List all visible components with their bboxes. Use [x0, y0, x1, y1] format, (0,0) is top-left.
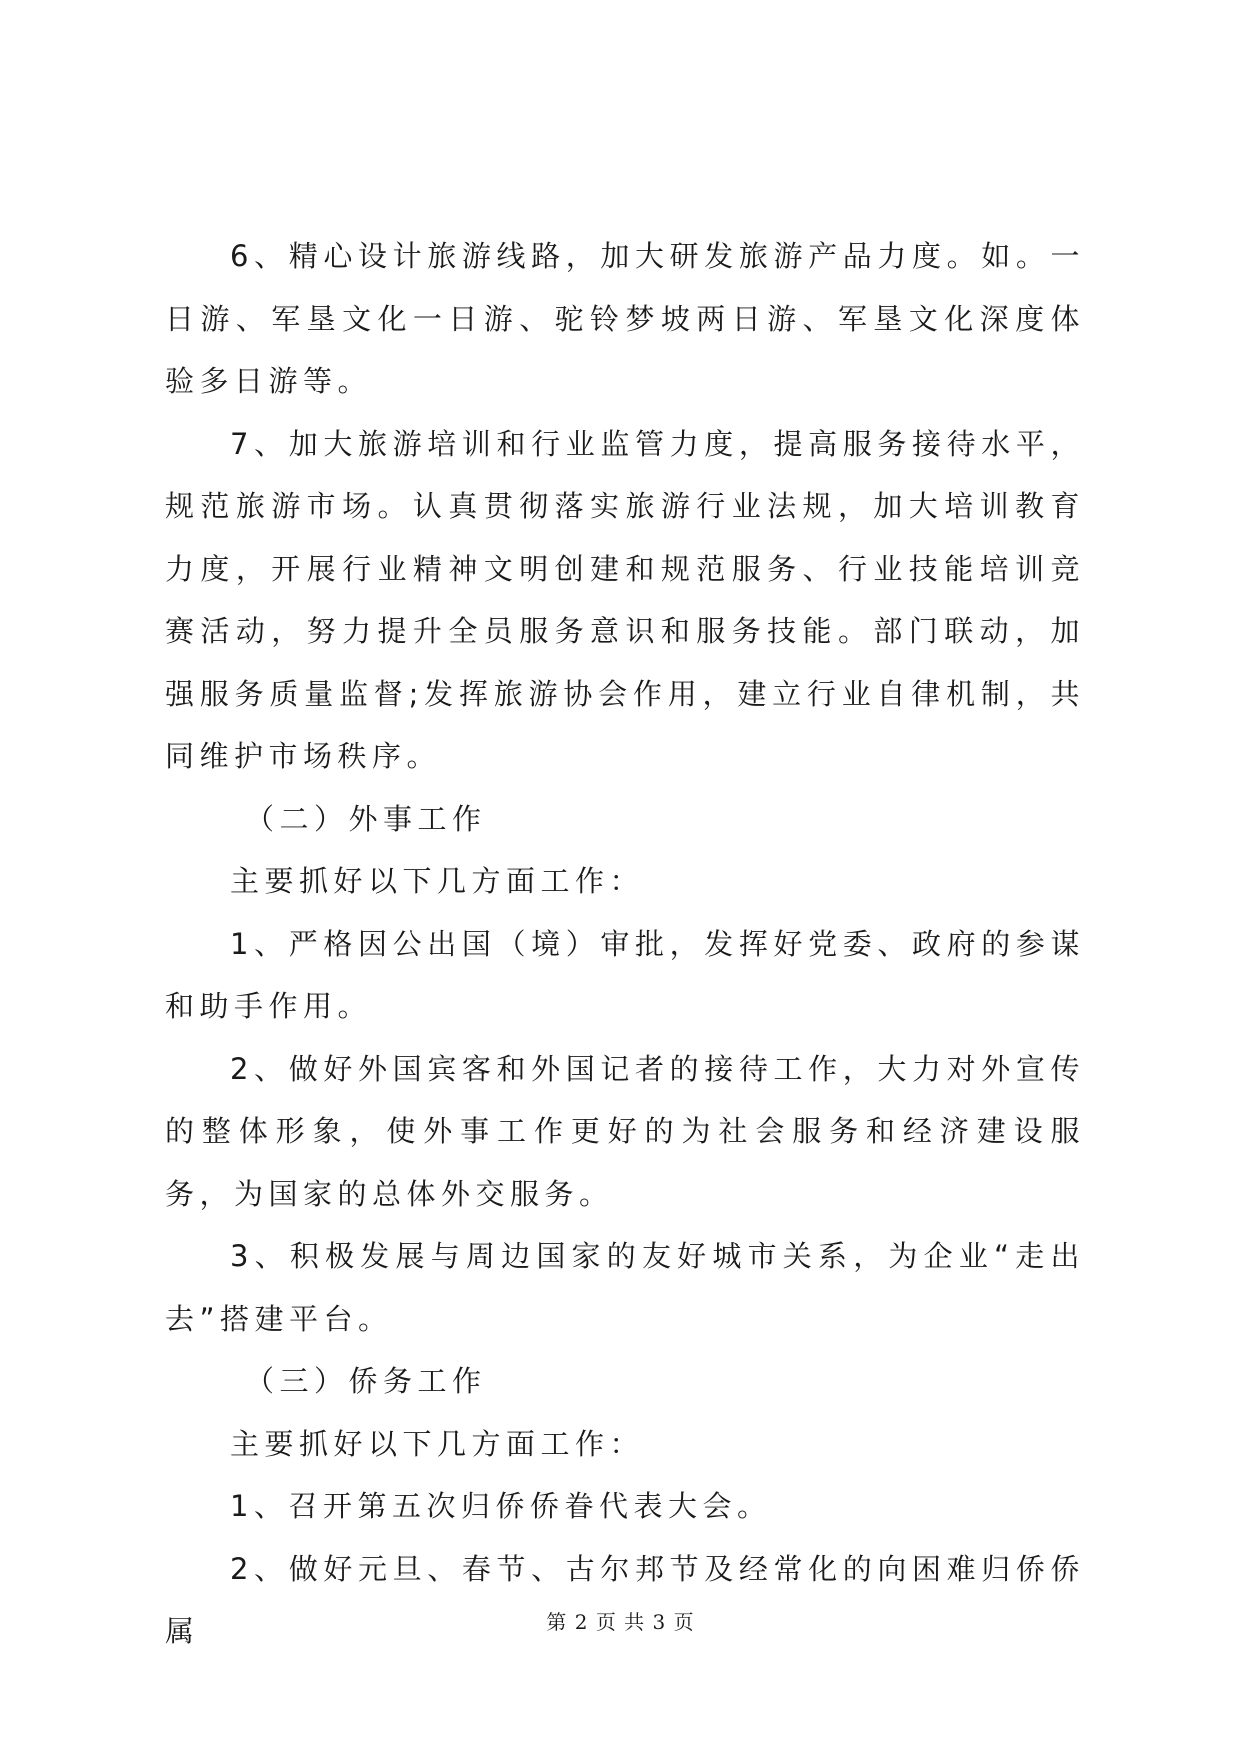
paragraph-overseas-item-2: 2、做好元旦、春节、古尔邦节及经常化的向困难归侨侨属 [165, 1551, 1085, 1648]
section-heading-overseas-chinese: （三）侨务工作 [245, 1364, 487, 1398]
page-number-footer: 第 2 页 共 3 页 [546, 1610, 695, 1634]
paragraph-main-tasks-overseas: 主要抓好以下几方面工作： [230, 1426, 645, 1461]
paragraph-overseas-item-1: 1、召开第五次归侨侨眷代表大会。 [230, 1489, 772, 1523]
paragraph-main-tasks-foreign: 主要抓好以下几方面工作： [230, 864, 645, 898]
paragraph-item-6: 6、精心设计旅游线路，加大研发旅游产品力度。如。一日游、军垦文化一日游、驼铃梦坡两日游、军垦文化深度体验多日游等。 [165, 239, 1085, 398]
document-body [165, 225, 1085, 1663]
paragraph-foreign-item-2: 2、做好外国宾客和外国记者的接待工作，大力对外宣传的整体形象，使外事工作更好的为社会服务和经济建设服务，为国家的总体外交服务。 [165, 1051, 1085, 1211]
paragraph-foreign-item-1: 1、严格因公出国（境）审批，发挥好党委、政府的参谋和助手作用。 [165, 926, 1085, 1023]
section-heading-foreign-affairs: （二）外事工作 [245, 801, 487, 836]
paragraph-foreign-item-3: 3、积极发展与周边国家的友好城市关系，为企业“走出去”搭建平台。 [165, 1239, 1085, 1336]
paragraph-item-7: 7、加大旅游培训和行业监管力度，提高服务接待水平，规范旅游市场。认真贯彻落实旅游行业法规，加大培训教育力度，开展行业精神文明创建和规范服务、行业技能培训竞赛活动，努力提升全员服务意识和服务技能。部门联动，加强服务质量监督;发挥旅游协会作用，建立行业自律机制，共同维护市场秩序。 [165, 426, 1085, 773]
